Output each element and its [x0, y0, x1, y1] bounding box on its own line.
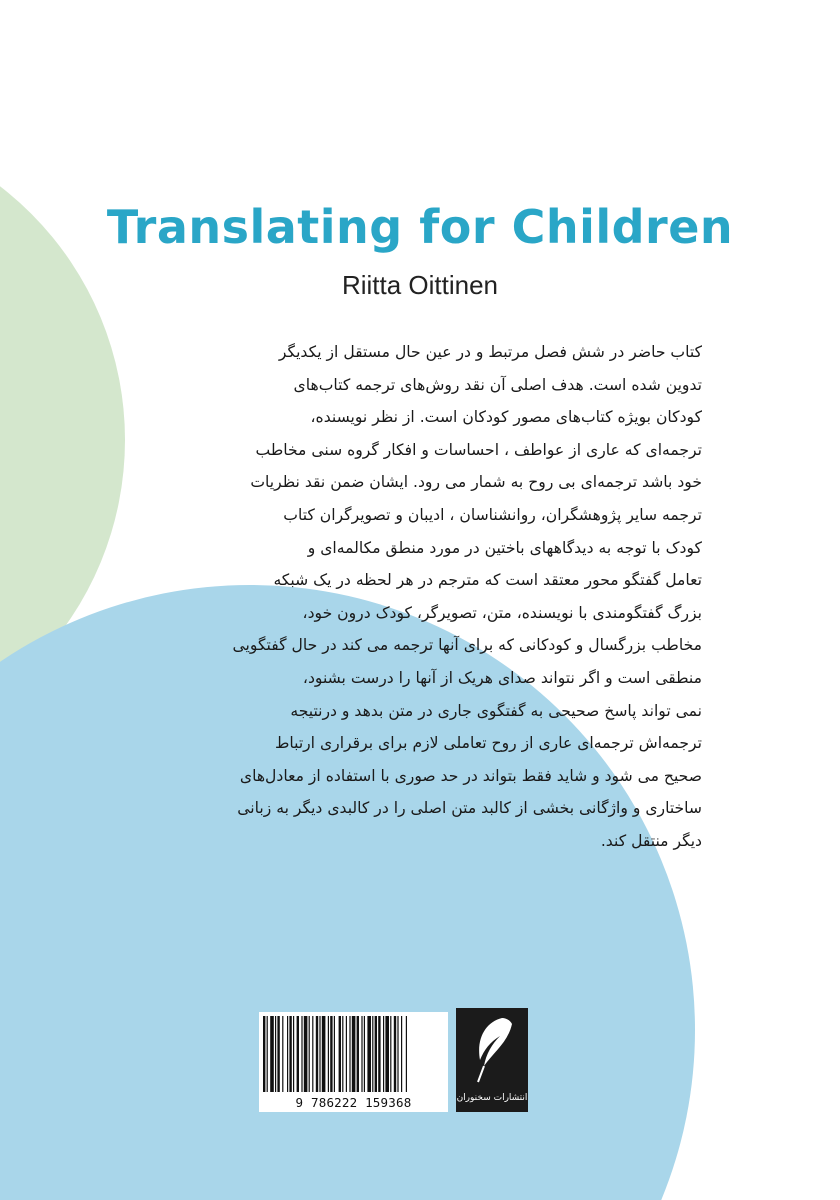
barcode-bar [397, 1016, 398, 1092]
back-cover-description [140, 336, 702, 858]
barcode-bar [277, 1016, 279, 1092]
barcode-bar [316, 1016, 318, 1092]
barcode-bar [289, 1016, 291, 1092]
barcode-bar [361, 1016, 362, 1092]
description-line: ترجمه‌ای که عاری از عواطف ، احساسات و افکار گروه سنی مخاطب [255, 440, 702, 459]
description-line: ساختاری و واژگانی بخشی از کالبد متن اصلی را در کالبدی دیگر به زبانی [237, 799, 702, 818]
barcode-bar [328, 1016, 329, 1092]
author-name: Riitta Oittinen [341, 270, 499, 300]
barcode-bar [406, 1016, 407, 1092]
barcode-bar [385, 1016, 389, 1092]
description-line: بزرگ گفتگومندی با نویسنده، متن، تصویرگر، کودک درون خود، [302, 603, 702, 622]
barcode-bar [357, 1016, 359, 1092]
barcode-bar [364, 1016, 365, 1092]
publisher-logo [456, 1008, 528, 1112]
barcode-bar [275, 1016, 276, 1092]
barcode-bar [312, 1016, 313, 1092]
description-line: تعامل گفتگو محور معتقد است که مترجم در هر لحظه در یک شبکه [273, 571, 702, 590]
barcode-bar [297, 1016, 299, 1092]
barcode-bar [334, 1016, 335, 1092]
description-line: خود باشد ترجمه‌ای بی روح به شمار می رود. ایشان ضمن نقد نظریات [250, 473, 702, 492]
barcode-bar [270, 1016, 274, 1092]
description-line: ترجمه سایر پژوهشگران، روانشناسان ، ادیبان و تصویرگران کتاب [283, 505, 702, 524]
barcode-bar [367, 1016, 371, 1092]
barcode-bar [293, 1016, 294, 1092]
barcode-bar [352, 1016, 356, 1092]
isbn-barcode [259, 1012, 448, 1112]
barcode-bar [378, 1016, 380, 1092]
barcode-bar [372, 1016, 373, 1092]
publisher-logo-text: انتشارات سخنوران [456, 1093, 528, 1103]
description-line: دیگر منتقل کند. [600, 831, 702, 850]
barcode-bar [267, 1016, 268, 1092]
barcode-bar [263, 1016, 265, 1092]
description-line: ترجمه‌اش ترجمه‌ای عاری از روح تعاملی لازم برای برقراری ارتباط [274, 734, 702, 753]
barcode-bar [375, 1016, 377, 1092]
barcode-bar [383, 1016, 384, 1092]
barcode-bar [390, 1016, 391, 1092]
barcode-bar [304, 1016, 308, 1092]
barcode-bars [263, 1016, 444, 1092]
barcode-bar [401, 1016, 402, 1092]
isbn-digits: 9 786222 159368 [295, 1095, 412, 1110]
description-line: نمی تواند پاسخ صحیحی به گفتگوی جاری در متن بدهد و درنتیجه [290, 701, 702, 720]
barcode-bar [339, 1016, 341, 1092]
barcode-bar [322, 1016, 326, 1092]
barcode-bar [342, 1016, 343, 1092]
barcode-bar [282, 1016, 283, 1092]
description-line: صحیح می شود و شاید فقط بتواند در حد صوری با استفاده از معادل‌های [239, 766, 702, 785]
description-line: کتاب حاضر در شش فصل مرتبط و در عین حال مستقل از یکدیگر [278, 343, 702, 361]
barcode-bar [330, 1016, 332, 1092]
description-line: منطقی است و اگر نتواند صدای هریک از آنها را درست بشنود، [302, 668, 702, 687]
barcode-bar [346, 1016, 347, 1092]
description-line: تدوین شده است. هدف اصلی آن نقد روش‌های ترجمه کتاب‌های [293, 375, 702, 394]
book-title: Translating for Children [106, 200, 734, 254]
description-line: مخاطب بزرگسال و کودکانی که برای آنها ترجمه می کند در حال گفتگویی [232, 636, 702, 655]
barcode-bar [319, 1016, 320, 1092]
barcode-bar [309, 1016, 310, 1092]
description-line: کودک با توجه به دیدگاههای باختین در مورد منطق مکالمه‌ای و [307, 538, 702, 557]
quill-pen-icon [456, 1008, 528, 1112]
barcode-bar [349, 1016, 350, 1092]
barcode-bar [394, 1016, 396, 1092]
barcode-bar [287, 1016, 288, 1092]
description-line: کودکان بویژه کتاب‌های مصور کودکان است. از نظر نویسنده، [310, 408, 702, 427]
barcode-bar [301, 1016, 302, 1092]
